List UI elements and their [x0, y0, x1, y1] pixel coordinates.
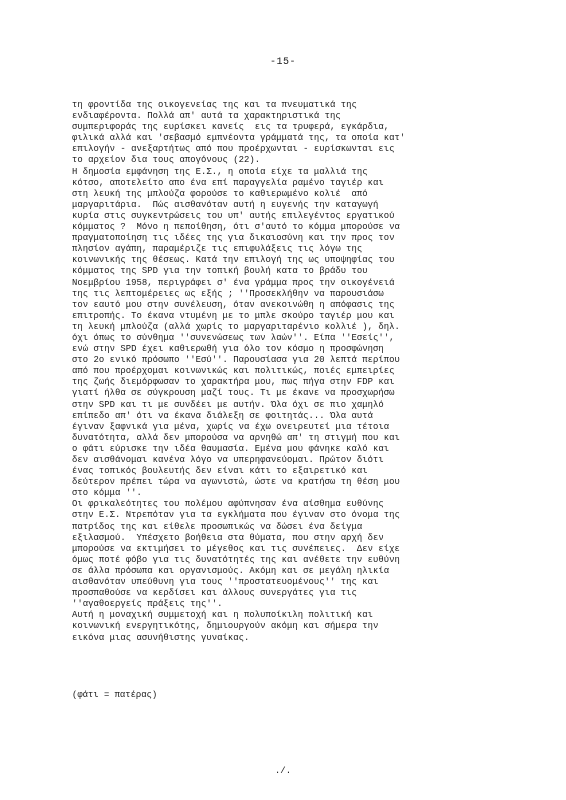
text-line: τον εαυτό μου στην συνέλευση, όταν ανεκοινώθη η απόφασις της [72, 299, 395, 310]
text-line: συμπεριφοράς της ευρίσκει κανείς εις τα τρυφερά, εγκάρδια, [72, 122, 390, 133]
text-line: στο 2ο ενικό πρόσωπο ''Εσύ''. Παρουσίασα για 20 λεπτά περίπου [72, 355, 400, 366]
text-line: εξιλασμού. Υπέσχετο βοήθεια στα θύματα, που στην αρχή δεν [72, 532, 384, 543]
text-line: επιλογήν - ανεξαρτήτως από που προέρχωνται - ευρίσκωνται εις [72, 144, 395, 155]
text-line: Η δημοσία εμφάνηση της Ε.Σ., η οποία είχε τα μαλλιά της [72, 166, 368, 177]
text-line: σε άλλα πρόσωπα και οργανισμούς. Ακόμη και σε μεγάλη ηλικία [72, 565, 390, 576]
text-line: στο κόμμα ''. [72, 488, 142, 499]
text-line: Νοεμβρίου 1958, περιγράφει σ' ένα γράμμα προς την οικογένειά [72, 277, 395, 288]
text-line: επίπεδο απ' ότι να έκανα διάλεξη σε φοιτητάς... Όλα αυτά [72, 410, 374, 421]
text-line: δεύτερον πρέπει τώρα να αγωνιστώ, ώστε να κρατήσω τη θέση μου [72, 477, 400, 488]
text-line: κόμματος ? Μόνο η πεποίθηση, ότι σ'αυτό το κόμμα μπορούσε να [72, 222, 400, 233]
text-line: δεν αισθάνομαι κανένα λόγο να υπερηφανεύομαι. Πρώτον διότι [72, 455, 384, 465]
text-line: της τις λεπτομέρειες ως εξής ; ''Προσεκλήθην να παρουσιάσω [72, 288, 384, 299]
text-line: ένας τοπικός βουλευτής δεν είναι κάτι το εξαιρετικό και [72, 466, 368, 477]
text-line: εικόνα μιας ασυνήθιστης γυναίκας. [72, 632, 250, 643]
text-line: Οι φρικαλεότητες του πολέμου αφύπνησαν ένα αίσθημα ευθύνης [72, 499, 384, 510]
page-number: -15- [269, 57, 296, 68]
text-line: ο φάτι εύρισκε την ιδέα θαυμασία. Εμένα μου φάνηκε καλό και [72, 443, 390, 454]
text-line: τη φροντίδα της οικογενείας της και τα πνευματικά της [72, 100, 357, 110]
text-line: τη λευκή μπλούζα (αλλά χωρίς το μαργαριταρένιο κολλιέ ), δηλ. [72, 321, 400, 332]
text-line: κοινωνικής της θέσεως. Κατά την επιλογή της ως υποψηφίας του [72, 255, 395, 266]
text-line: φιλικά αλλά και 'σεβασμό εμπνέοντα γράμματά της, τα οποία κατ' [72, 133, 406, 144]
text-line: κόμματος της SPD για την τοπική βουλή κατα το βράδυ του [72, 266, 368, 277]
text-line: από που προέρχομαι κοινωνικώς και πολιτικώς, ποιές εμπειρίες [72, 366, 395, 377]
continuation-mark: ./. [274, 766, 292, 776]
footnote: (φάτι = πατέρας) [72, 690, 158, 700]
text-line: όμως ποτέ φόβο για τις δυνατότητές της και ανέθετε την ευθύνη [72, 554, 400, 565]
text-line: ενώ στην SPD έχει καθιερωθή για όλο τον κόσμο η προσφώνηση [72, 344, 384, 355]
text-line: ''αγαθοεργείς πράξεις της''. [72, 599, 223, 610]
text-line: κοινωνική ενεργητικότης, δημιουργούν ακόμη και σήμερα την [72, 621, 379, 632]
text-line: πλησίον αγάπη, παραμέριζε τις επιφυλάξεις τις λόγω της [72, 244, 363, 255]
text-line: έγιναν ξαφνικά για μένα, χωρίς να έχω ονειρευτεί μια τέτοια [72, 421, 390, 432]
text-line: προσπαθούσε να κερδίσει και άλλους συνεργάτες για τις [72, 588, 357, 599]
text-line: της ζωής διεμόρφωσαν το χαρακτήρα μου, πως πήγα στην FDP και [72, 377, 395, 388]
text-line: επιτροπής. Το έκανα ντυμένη με το μπλε σκούρο ταγιέρ μου και [72, 310, 395, 321]
text-line: Αυτή η μοναχική συμμετοχή και η πολυποίκιλη πολιτική και [72, 610, 374, 621]
body-text [72, 100, 542, 644]
text-line: πατρίδος της και είθελε προσωπικώς να δώσει ένα δείγμα [72, 521, 363, 532]
text-line: αισθανόταν υπεύθυνη για τους ''προστατευομένους'' της και [72, 577, 379, 588]
text-line: δυνατότητα, αλλά δεν μπορούσα να αρνηθώ απ' τη στιγμή που και [72, 432, 400, 443]
text-line: μαργαριτάρια. Πώς αισθανόταν αυτή η ευγενής την καταγωγή [72, 199, 379, 210]
text-line: κυρία στις συγκεντρώσεις του υπ' αυτής επιλεγέντος εργατικού [72, 210, 395, 221]
text-line: μπορούσε να εκτιμήσει το μέγεθος και τις συνέπειες. Δεν είχε [72, 543, 400, 554]
text-line: γιατί ήλθα σε σύγκρουση μαζί τους. Τι με έκανε να προσχωρήσω [72, 388, 395, 399]
text-line: στη λευκή της μπλούζα φορούσε το καθιερωμένο κολιέ από [72, 188, 368, 199]
text-line: το αρχείον δια τους απογόνους (22). [72, 155, 261, 166]
text-line: στην Ε.Σ. Ντρεπόταν για τα εγκλήματα που έγιναν στο όνομα της [72, 510, 400, 521]
text-line: όχι όπως το σύνθημα ''συνενώσεως των λαών''. Είπα ''Εσείς'', [72, 332, 395, 343]
text-line: στην SPD και τι με συνδέει με αυτήν. Όλα όχι σε πιο χαμηλό [72, 399, 384, 410]
text-line: ενδιαφέροντα. Πολλά απ' αυτά τα χαρακτηριστικά της [72, 111, 341, 122]
text-line: πραγματοποίηση τις ιδέες της για δικαιοσύνη και την προς τον [72, 233, 395, 244]
text-line: κότσο, αποτελείτο απο ένα επί παραγγελία ραμένο ταγιέρ και [72, 177, 384, 188]
